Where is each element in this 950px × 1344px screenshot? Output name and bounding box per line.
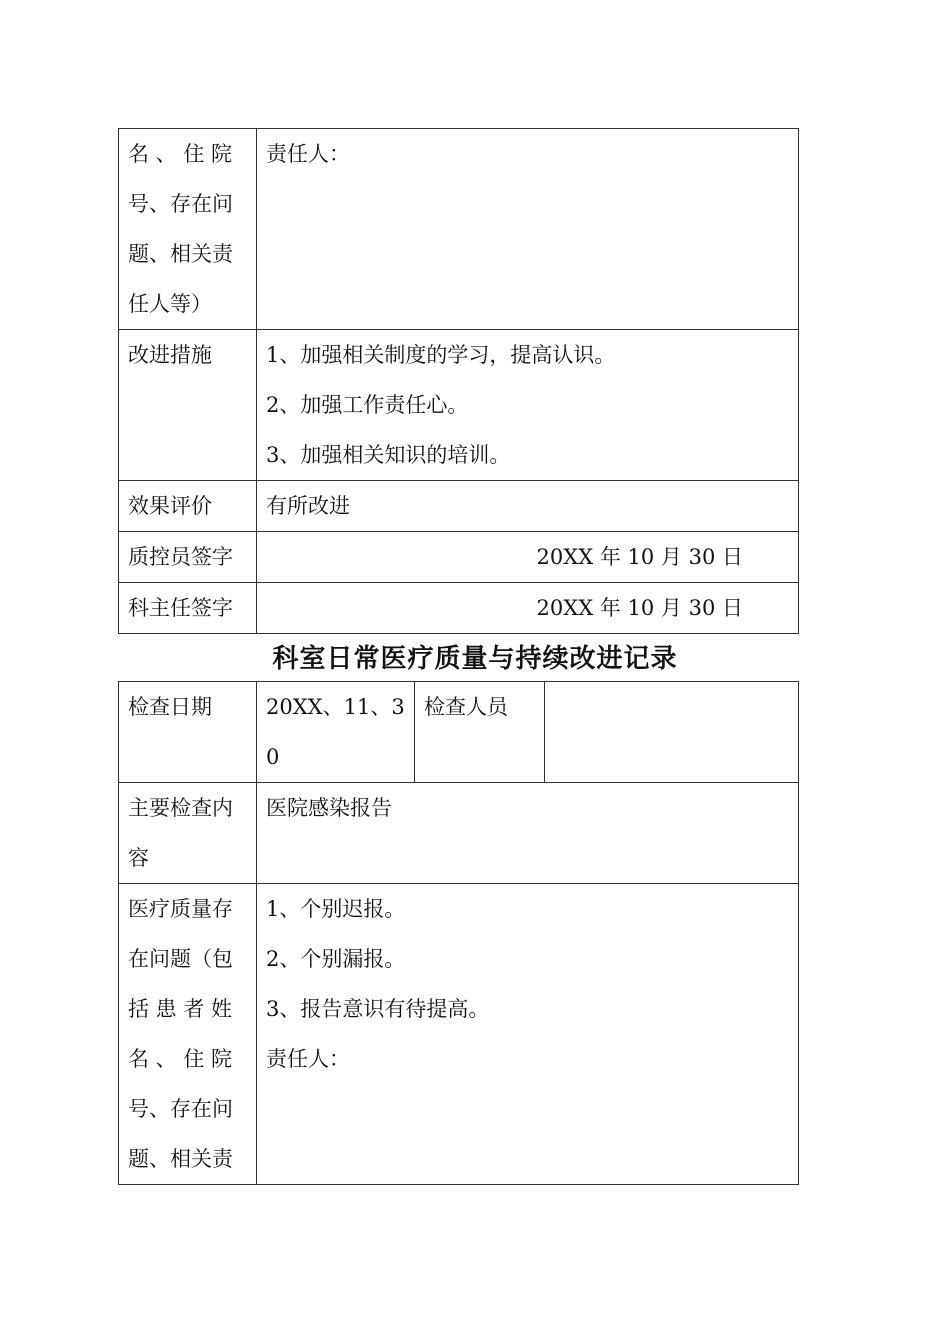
table-row — [119, 532, 799, 583]
list-item: 2、个别漏报。 — [266, 947, 406, 971]
inspection-date: 20XX、11、3 0 — [257, 682, 415, 783]
row-label: 科主任签字 — [119, 583, 257, 634]
inspector-value — [545, 682, 799, 783]
list-item: 1、个别迟报。 — [266, 897, 406, 921]
list-item: 2、加强工作责任心。 — [266, 393, 469, 417]
table-row — [119, 682, 799, 783]
page-title: 科室日常医疗质量与持续改进记录 — [272, 644, 678, 674]
row-label: 医疗质量存 在问题（包 括 患 者 姓 名 、 住 院 号、存在问 题、相关责 — [119, 884, 257, 1185]
effect-evaluation: 有所改进 — [257, 481, 799, 532]
row-label: 效果评价 — [119, 481, 257, 532]
table-row — [119, 583, 799, 634]
row-label: 质控员签字 — [119, 532, 257, 583]
table-row — [119, 884, 799, 1185]
table-row — [119, 481, 799, 532]
table-continued — [118, 128, 799, 634]
responsible-cell — [257, 129, 799, 330]
list-item: 3、报告意识有待提高。 — [266, 997, 490, 1021]
table-row — [119, 129, 799, 330]
signature-date: 20XX 年 10 月 30 日 — [257, 532, 799, 583]
table-row — [119, 330, 799, 481]
responsible-label: 责任人： — [266, 1047, 350, 1071]
list-item: 1、加强相关制度的学习，提高认识。 — [266, 343, 616, 367]
row-label: 检查人员 — [415, 682, 545, 783]
row-label: 改进措施 — [119, 330, 257, 481]
inspection-content: 医院感染报告 — [257, 783, 799, 884]
row-label: 检查日期 — [119, 682, 257, 783]
signature-date: 20XX 年 10 月 30 日 — [257, 583, 799, 634]
issues-cell — [257, 884, 799, 1185]
table-row — [119, 783, 799, 884]
list-item: 3、加强相关知识的培训。 — [266, 443, 511, 467]
quality-record-table — [118, 681, 799, 1185]
row-label: 名 、 住 院 号、存在问 题、相关责 任人等） — [119, 129, 257, 330]
improvement-measures — [257, 330, 799, 481]
responsible-label: 责任人： — [266, 142, 350, 166]
row-label: 主要检查内 容 — [119, 783, 257, 884]
